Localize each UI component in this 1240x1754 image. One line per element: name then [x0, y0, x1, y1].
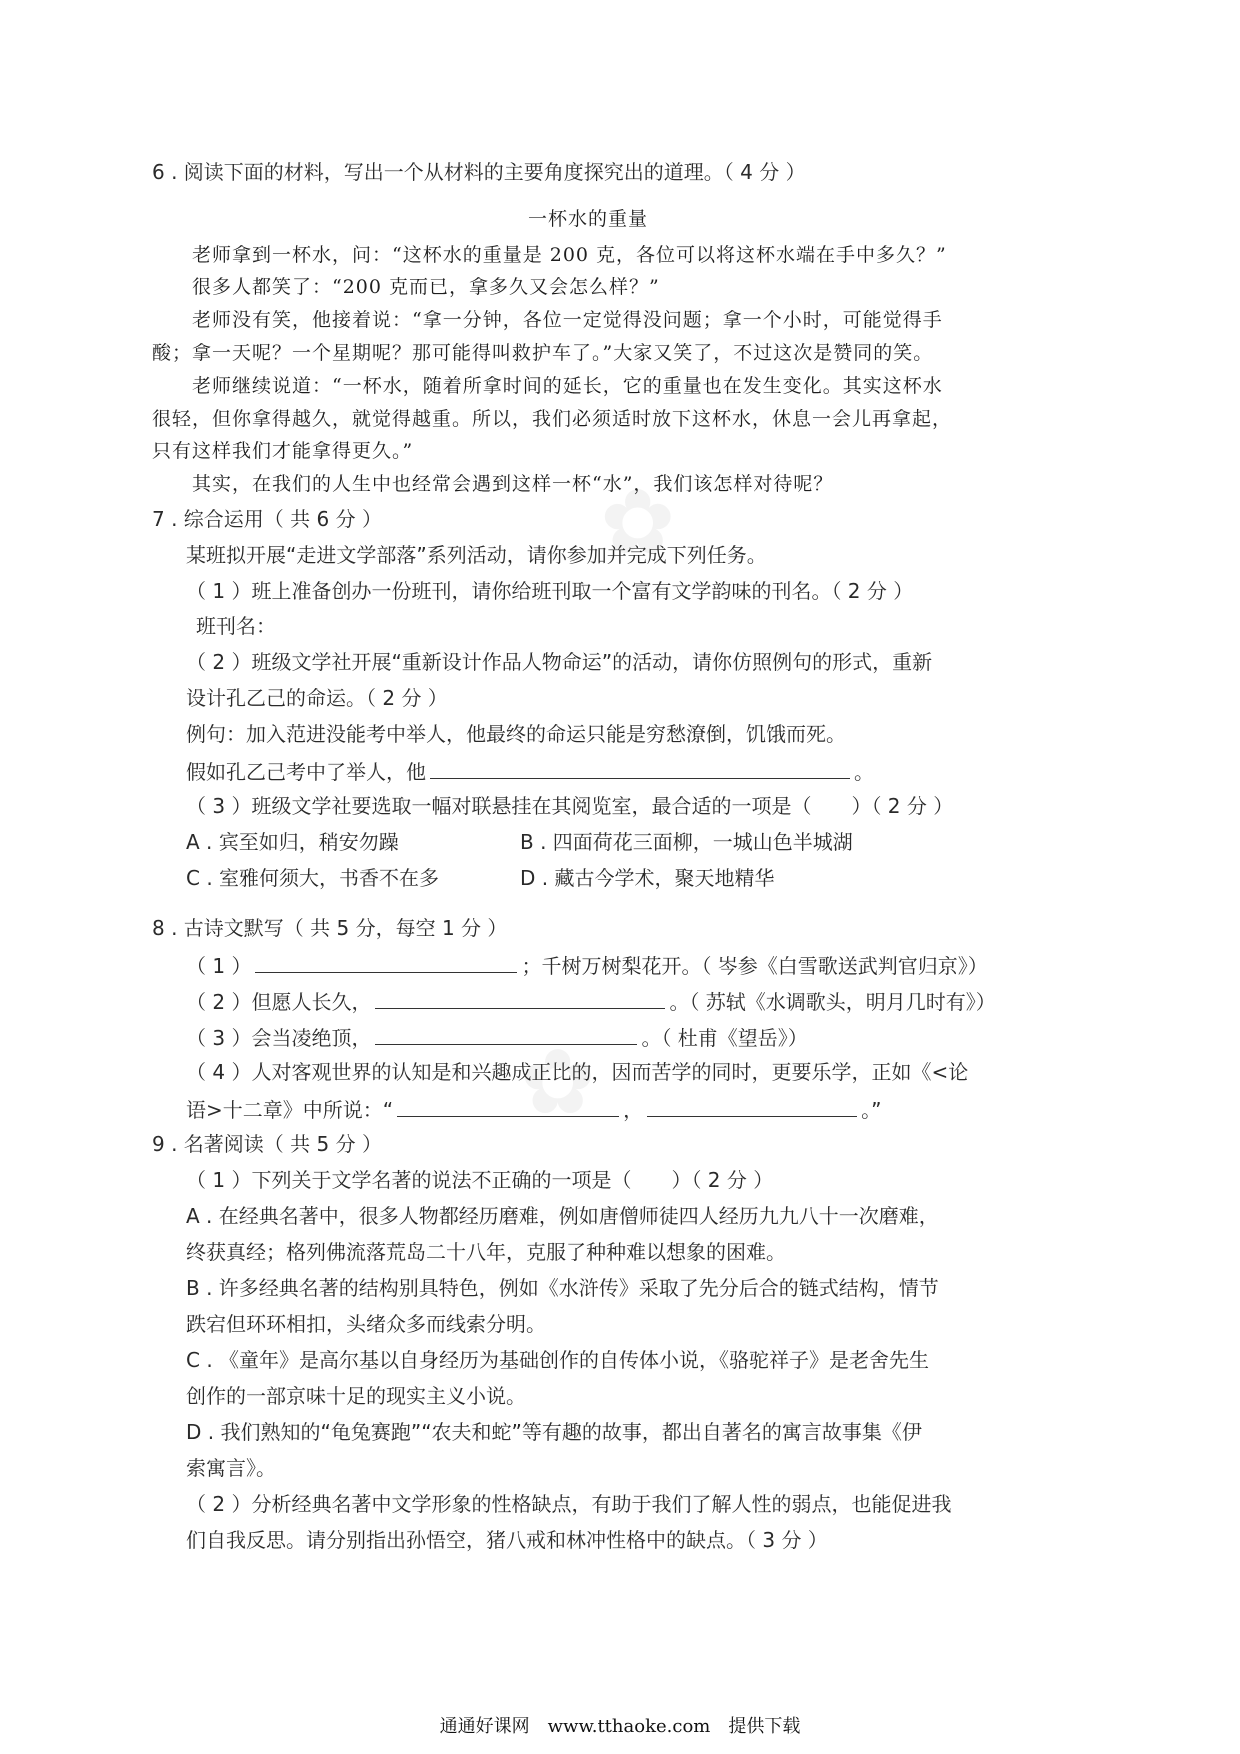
- q9-heading: 9 . 名著阅读（ 共 5 分 ）: [152, 1132, 382, 1156]
- q7-sub1-answer-label: 班刊名：: [196, 614, 276, 638]
- q7-sub2-answer-blank[interactable]: [430, 756, 850, 779]
- q9-option-line: B . 许多经典名著的结构别具特色，例如《水浒传》采取了先分后合的链式结构，情节: [186, 1276, 939, 1300]
- q8-item4-comma: ，: [623, 1098, 644, 1122]
- q7-sub2-period: 。: [854, 760, 874, 784]
- q8-item1-blank[interactable]: [255, 950, 517, 973]
- q8-item4-prefix: 语>十二章》中所说：“: [186, 1098, 394, 1122]
- q6-passage-title: 一杯水的重量: [528, 208, 649, 230]
- q6-passage-line: 老师拿到一杯水，问：“这杯水的重量是 200 克，各位可以将这杯水端在手中多久？”: [192, 244, 947, 266]
- q9-option-line: A . 在经典名著中，很多人物都经历磨难，例如唐僧师徒四人经历九九八十一次磨难，: [186, 1204, 939, 1228]
- q7-sub2-prompt: 假如孔乙己考中了举人，他: [186, 760, 426, 784]
- q7-intro: 某班拟开展“走进文学部落”系列活动，请你参加并完成下列任务。: [186, 543, 767, 567]
- q8-item3-prefix: （ 3 ）会当凌绝顶，: [186, 1026, 372, 1050]
- q6-passage-line: 只有这样我们才能拿得更久。”: [152, 440, 414, 462]
- q6-passage-line: 很轻，但你拿得越久，就觉得越重。所以，我们必须适时放下这杯水，休息一会儿再拿起，: [152, 408, 953, 430]
- q9-option-line: 创作的一部京味十足的现实主义小说。: [186, 1384, 526, 1408]
- q9-option-line: C . 《童年》是高尔基以自身经历为基础创作的自传体小说，《骆驼祥子》是老舍先生: [186, 1348, 930, 1372]
- q9-option-line: 跌宕但环环相扣，头绪众多而线索分明。: [186, 1312, 546, 1336]
- q8-item4-answer-row: [186, 1094, 882, 1124]
- page-footer: 通通好课网 www.tthaoke.com 提供下载: [439, 1716, 801, 1737]
- q9-sub2: 们自我反思。请分别指出孙悟空，猪八戒和林冲性格中的缺点。（ 3 分 ）: [186, 1528, 828, 1552]
- q9-sub2: （ 2 ）分析经典名著中文学形象的性格缺点，有助于我们了解人性的弱点，也能促进我: [186, 1492, 952, 1516]
- q8-item2-suffix: 。（ 苏轼《水调歌头，明月几时有》）: [669, 990, 996, 1014]
- q8-item3-suffix: 。（ 杜甫《望岳》）: [641, 1026, 808, 1050]
- q7-sub2-example: 例句：加入范进没能考中举人，他最终的命运只能是穷愁潦倒，饥饿而死。: [186, 722, 846, 746]
- q9-sub1: （ 1 ）下列关于文学名著的说法不正确的一项是（ ）（ 2 分 ）: [186, 1168, 774, 1192]
- q8-item2-blank[interactable]: [375, 986, 665, 1009]
- q7-sub3: （ 3 ）班级文学社要选取一幅对联悬挂在其阅览室，最合适的一项是（ ）（ 2 分 ）: [186, 794, 954, 818]
- q8-item2-prefix: （ 2 ）但愿人长久，: [186, 990, 372, 1014]
- q9-option-line: D . 我们熟知的“龟兔赛跑”“农夫和蛇”等有趣的故事，都出自著名的寓言故事集《伊: [186, 1420, 922, 1444]
- q6-passage-line: 酸；拿一天呢？一个星期呢？那可能得叫救护车了。”大家又笑了，不过这次是赞同的笑。: [152, 342, 934, 364]
- q7-heading: 7 . 综合运用（ 共 6 分 ）: [152, 507, 382, 531]
- q7-sub2: 设计孔乙己的命运。（ 2 分 ）: [186, 686, 448, 710]
- q8-item1-suffix: ；千树万树梨花开。（ 岑参《白雪歌送武判官归京》）: [521, 954, 988, 978]
- q6-heading: 6 . 阅读下面的材料，写出一个从材料的主要角度探究出的道理。（ 4 分 ）: [152, 160, 806, 184]
- q6-passage-line: 很多人都笑了：“200 克而已，拿多久又会怎么样？”: [192, 276, 660, 298]
- q7-sub2: （ 2 ）班级文学社开展“重新设计作品人物命运”的活动，请你仿照例句的形式，重新: [186, 650, 933, 674]
- q7-option-a[interactable]: A . 宾至如归，稍安勿躁: [186, 830, 399, 854]
- q8-item1: [186, 950, 988, 980]
- q7-option-c[interactable]: C . 室雅何须大，书香不在多: [186, 866, 440, 890]
- q8-item4: （ 4 ）人对客观世界的认知是和兴趣成正比的，因而苦学的同时，更要乐学，正如《<论: [186, 1060, 969, 1084]
- q8-item3-blank[interactable]: [375, 1022, 637, 1045]
- q8-heading: 8 . 古诗文默写（ 共 5 分，每空 1 分 ）: [152, 916, 508, 940]
- q8-item4-blank-2[interactable]: [647, 1094, 857, 1117]
- q7-option-b[interactable]: B . 四面荷花三面柳，一城山色半城湖: [520, 830, 853, 854]
- q7-sub2-answer-row: [186, 756, 874, 786]
- q7-sub1: （ 1 ）班上准备创办一份班刊，请你给班刊取一个富有文学韵味的刊名。（ 2 分 ）: [186, 579, 914, 603]
- q8-item4-blank-1[interactable]: [397, 1094, 619, 1117]
- q7-option-d[interactable]: D . 藏古今学术，聚天地精华: [520, 866, 775, 890]
- q6-passage-line: 老师没有笑，他接着说：“拿一分钟，各位一定觉得没问题；拿一个小时，可能觉得手: [192, 309, 943, 331]
- q8-item2: [186, 986, 996, 1016]
- q6-passage-line: 其实，在我们的人生中也经常会遇到这样一杯“水”，我们该怎样对待呢？: [192, 473, 834, 495]
- q8-item1-prefix: （ 1 ）: [186, 954, 252, 978]
- q9-option-line: 索寓言》。: [186, 1456, 276, 1480]
- q9-option-line: 终获真经；格列佛流落荒岛二十八年，克服了种种难以想象的困难。: [186, 1240, 786, 1264]
- watermark: ✿: [520, 1030, 596, 1135]
- watermark: ✿: [600, 470, 676, 575]
- q8-item4-end: 。”: [861, 1098, 882, 1122]
- q8-item3: [186, 1022, 808, 1052]
- q6-passage-line: 老师继续说道：“一杯水，随着所拿时间的延长，它的重量也在发生变化。其实这杯水: [192, 375, 943, 397]
